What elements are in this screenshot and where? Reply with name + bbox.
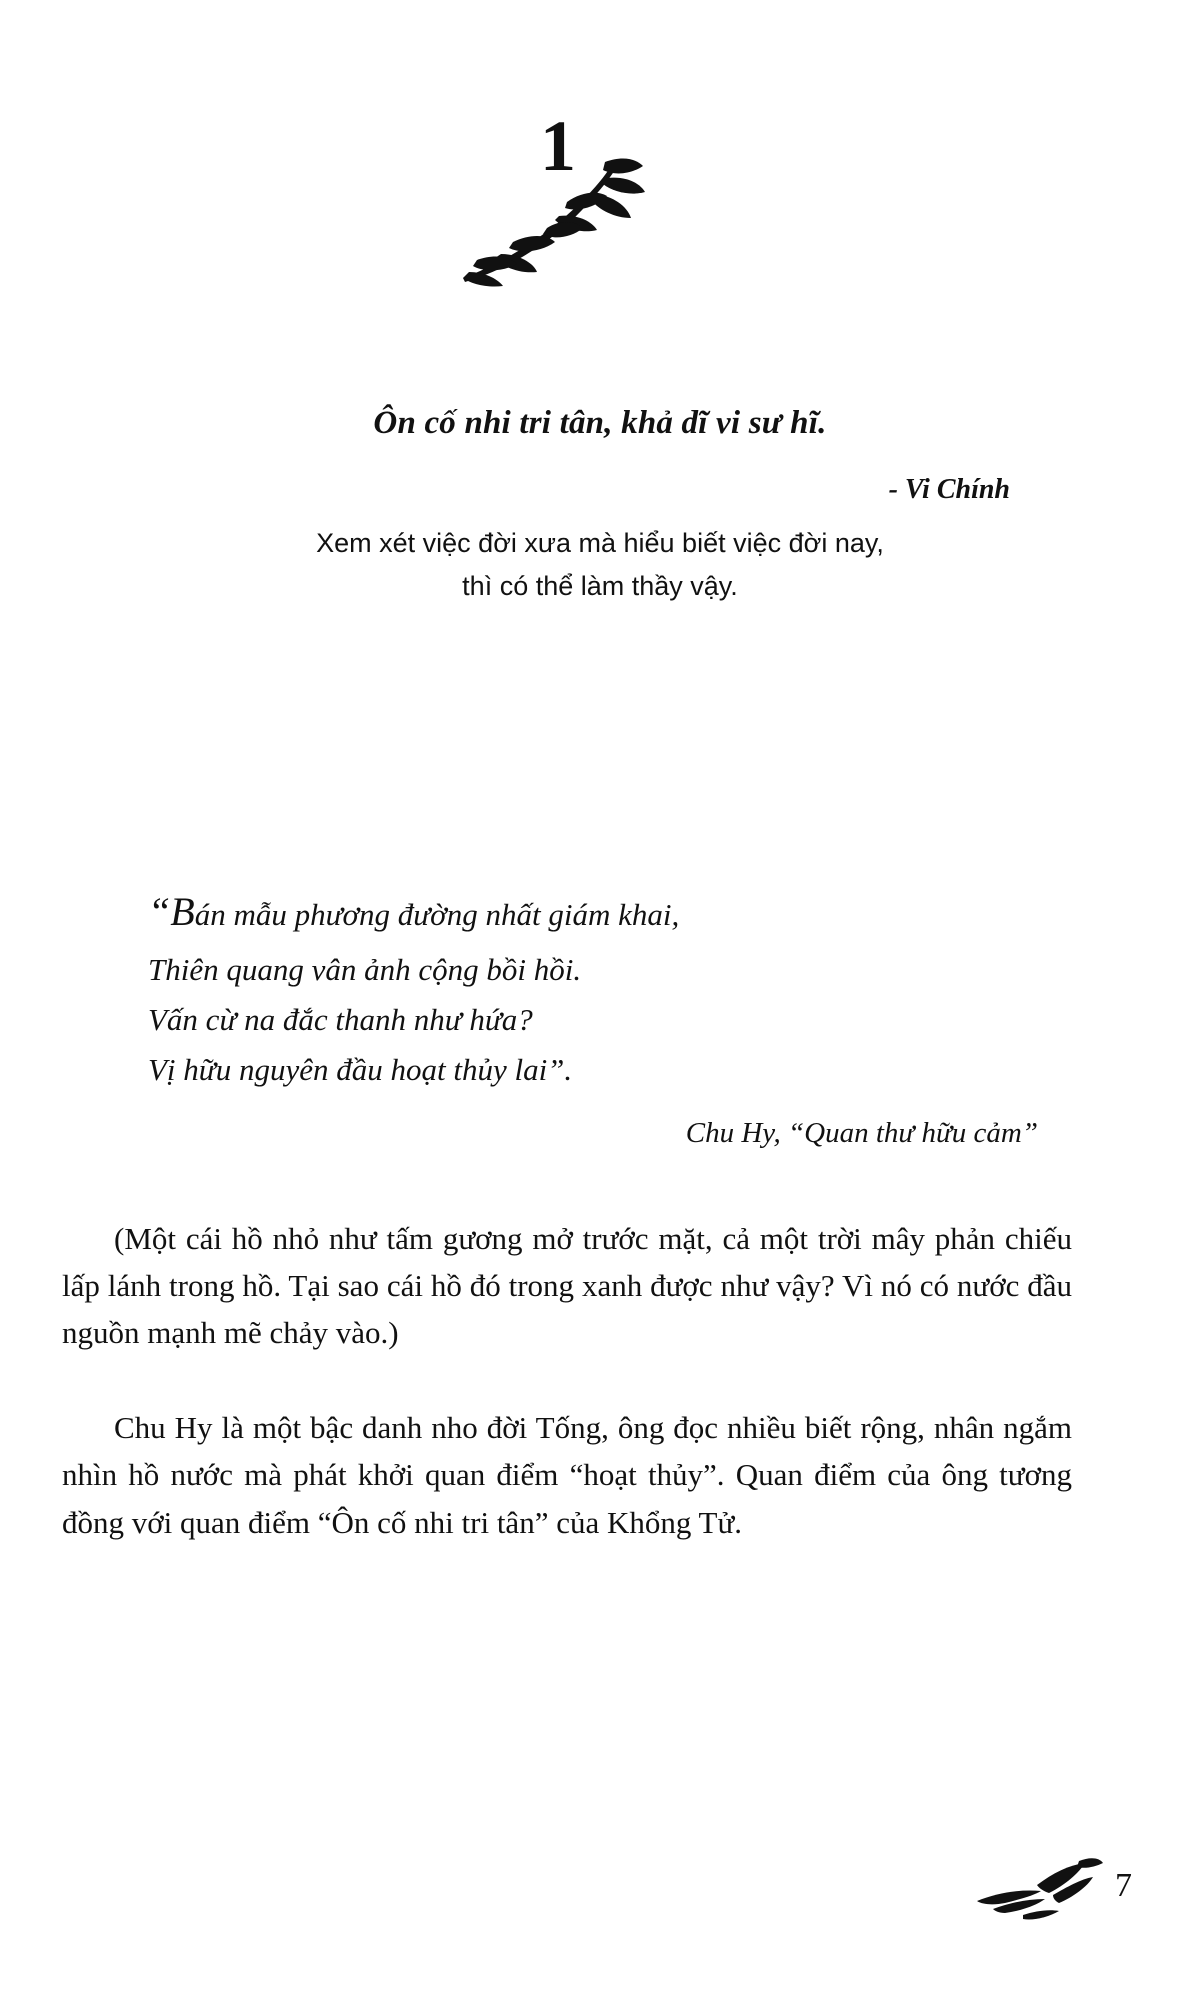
page-footer	[0, 1855, 1200, 1965]
poem-line-3: Vấn cừ na đắc thanh như hứa?	[148, 1002, 533, 1038]
epigraph-hanviet: Ôn cố nhi tri tân, khả dĩ vi sư hĩ.	[373, 405, 827, 441]
paragraph-1: (Một cái hồ nhỏ như tấm gương mở trước mặt, cả một trời mây phản chiếu lấp lánh trong hồ. Tại sao cái hồ đó trong xanh được như vậy? Vì nó có nước đầu nguồn mạnh mẽ chảy vào.)	[62, 1221, 1072, 1351]
brush-stroke-ornament	[975, 1855, 1105, 1925]
epigraph-source: - Vi Chính	[888, 474, 1010, 505]
chapter-number: 1	[540, 106, 576, 186]
poem-line-1: “Bán mẫu phương đường nhất giám khai,	[148, 889, 680, 934]
page-number: 7	[1115, 1867, 1132, 1904]
epigraph-block	[0, 405, 1200, 606]
poem-line-2: Thiên quang vân ảnh cộng bồi hồi.	[148, 951, 582, 987]
poem-block	[148, 880, 1068, 1150]
epigraph-translation-line-1: Xem xét việc đời xưa mà hiểu biết việc đời nay,	[316, 528, 884, 558]
poem-attribution: Chu Hy, “Quan thư hữu cảm”	[685, 1117, 1038, 1150]
poem-line-4: Vị hữu nguyên đầu hoạt thủy lai”.	[148, 1052, 573, 1088]
chapter-header	[0, 55, 1200, 255]
body-text	[62, 1215, 1072, 1546]
paragraph-2: Chu Hy là một bậc danh nho đời Tống, ông đọc nhiều biết rộng, nhân ngắm nhìn hồ nước mà phát khởi quan điểm “hoạt thủy”. Quan điểm của ông tương đồng với quan điểm “Ôn cố nhi tri tân” của Khổng Tử.	[62, 1410, 1072, 1540]
epigraph-translation-line-2: thì có thể làm thầy vậy.	[462, 571, 738, 602]
bamboo-branch-ornament	[455, 150, 655, 290]
